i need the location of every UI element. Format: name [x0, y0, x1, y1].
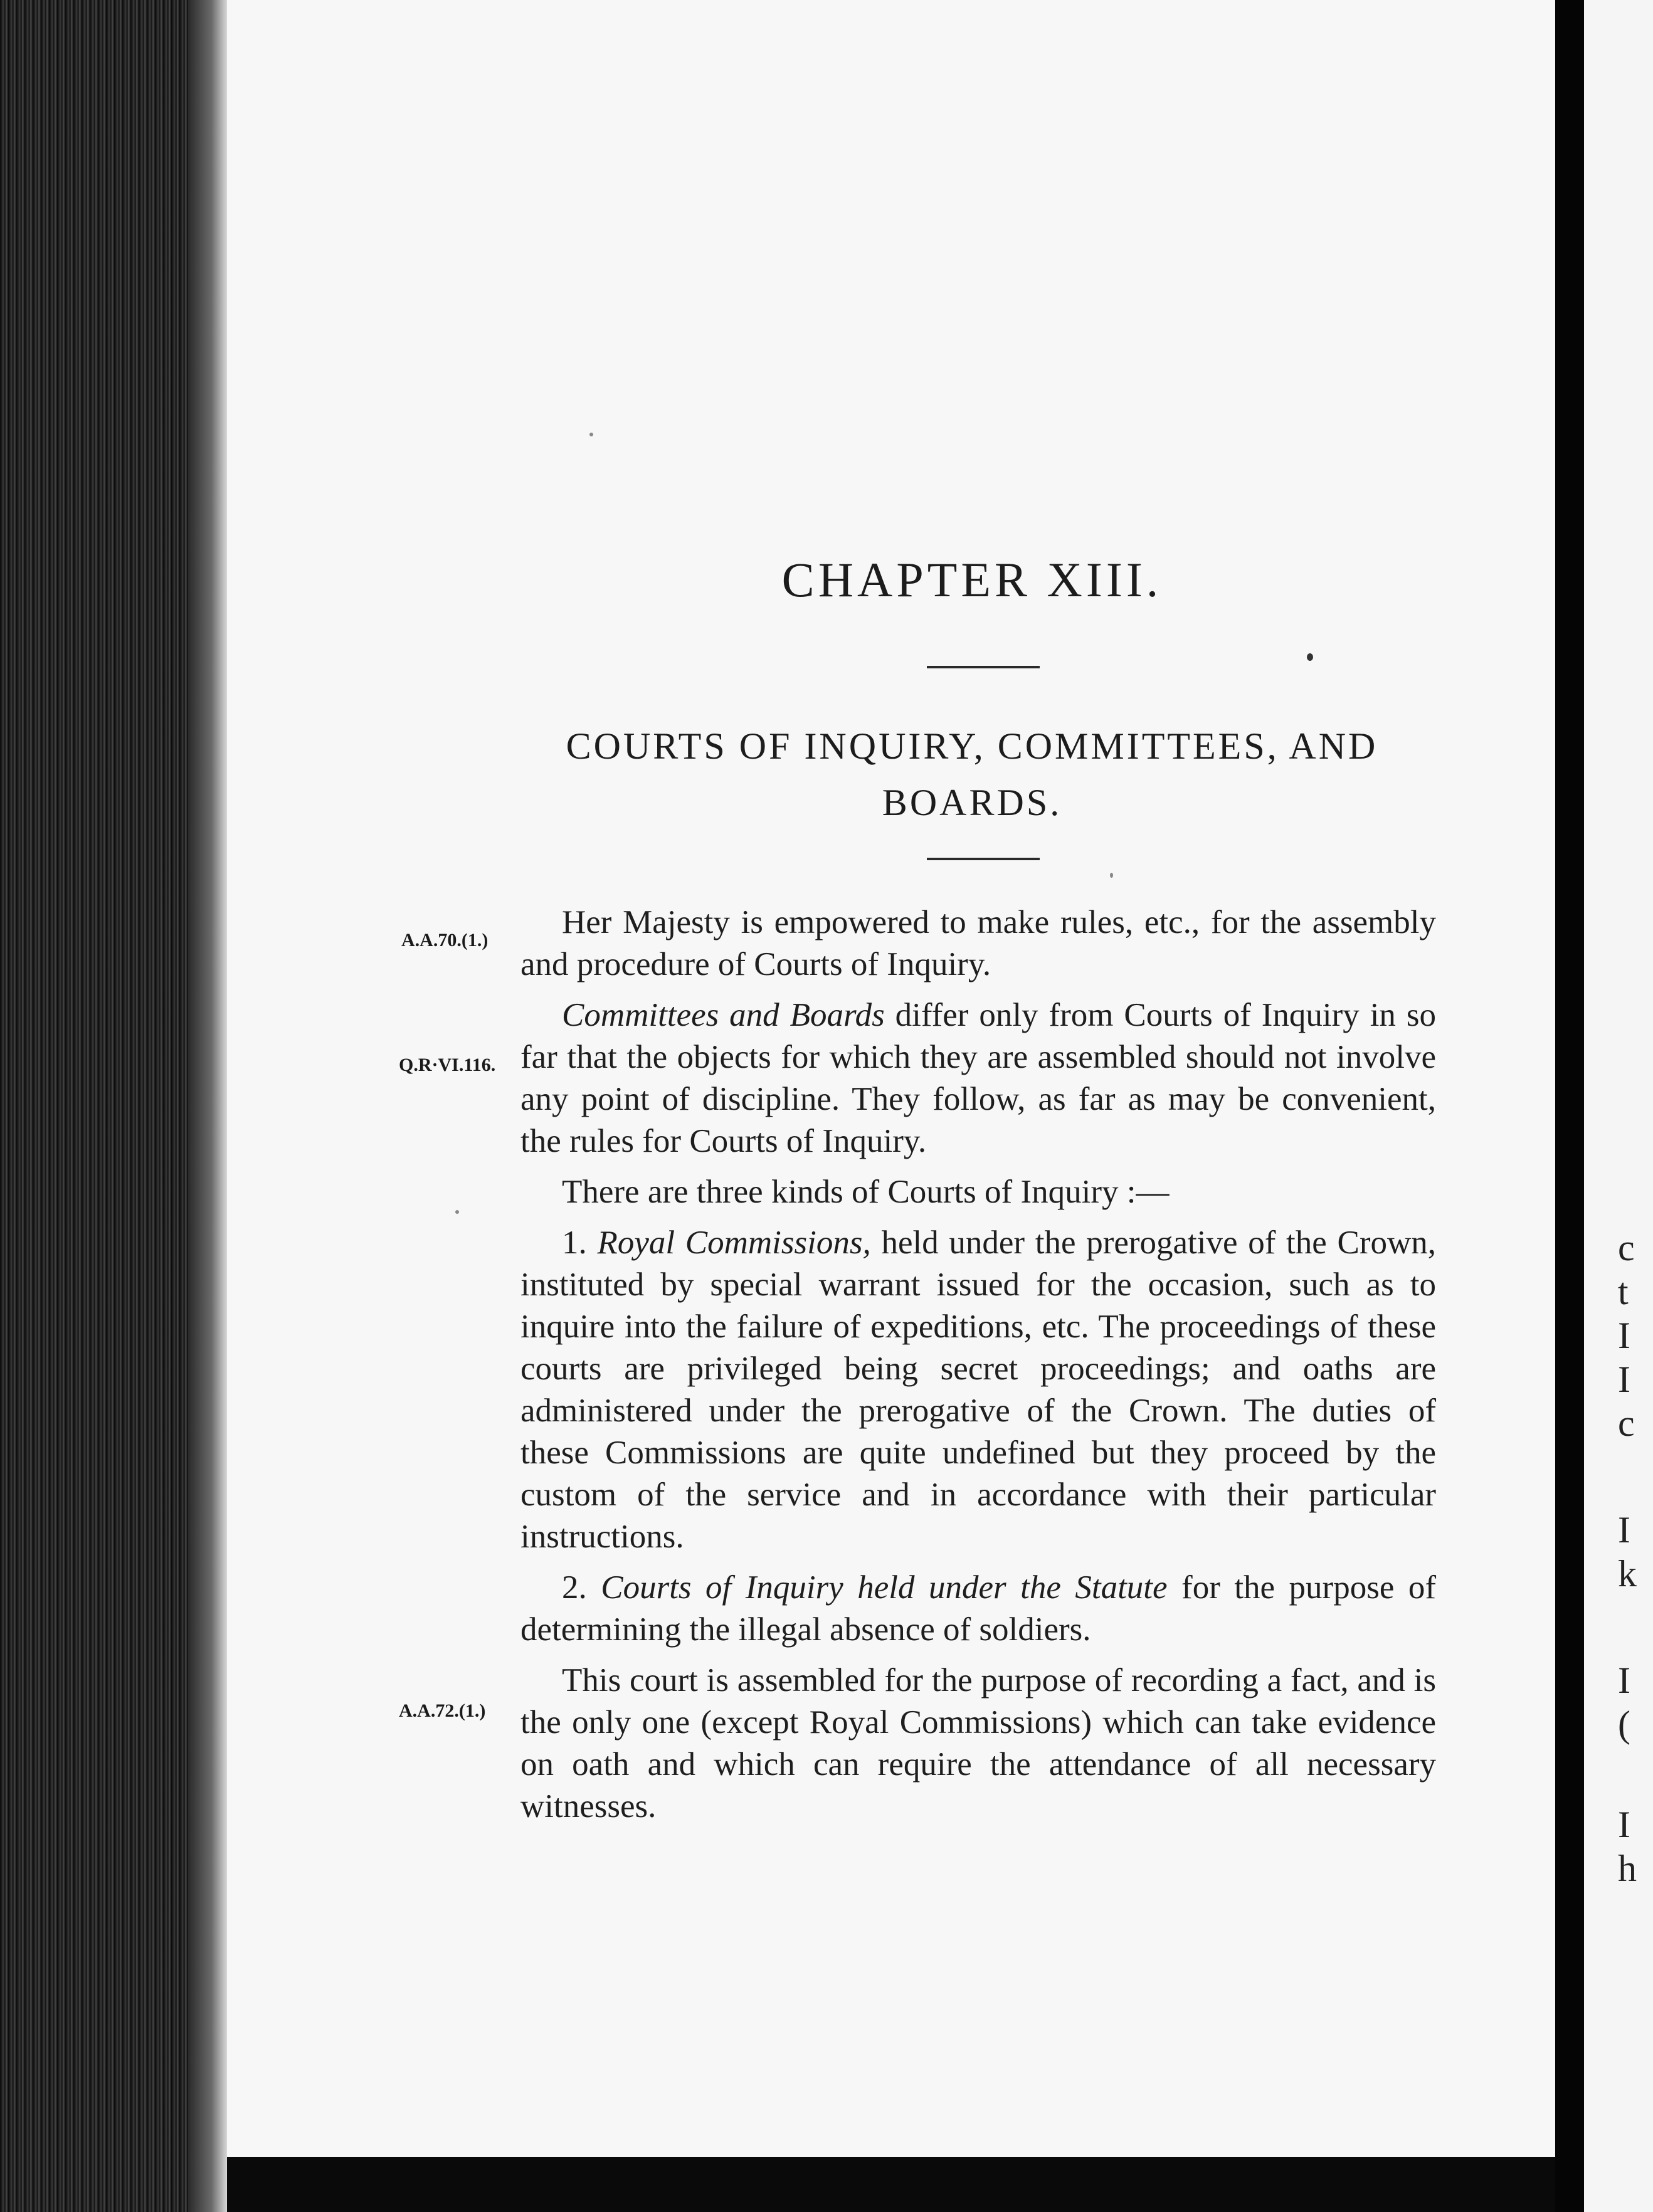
ink-speck	[1110, 873, 1113, 878]
page-gutter	[1555, 0, 1584, 2212]
next-page-char: h	[1618, 1848, 1637, 1889]
chapter-title: CHAPTER XIII.	[781, 552, 1163, 607]
next-page-char: c	[1618, 1227, 1635, 1268]
ink-speck	[1307, 653, 1313, 661]
paragraph-text: differ only from Courts of Inquiry in so far that the objects for which they are assembled should not involve any point of discipline. They follow, as far as may be convenient, the rules for Courts of Inquiry.	[520, 997, 1436, 1159]
paragraph	[520, 1567, 1436, 1651]
next-page-char: I	[1618, 1660, 1630, 1701]
section-title	[439, 718, 1505, 831]
paragraph-text: held under the prerogative of the Crown, instituted by special warrant issued for the occasion, such as to inquire into the failure of expeditions, etc. The proceedings of these courts are privileged being secret proceedings; and oaths are administered under the prerogative of the Crown. The duties of these Commissions are quite undefined but they proceed by the custom of the service and in accordance with their particular instructions.	[520, 1224, 1437, 1555]
next-page-char: t	[1618, 1271, 1629, 1312]
italic-phrase: Royal Commissions,	[597, 1224, 871, 1261]
next-page-char: c	[1618, 1403, 1635, 1444]
paragraph: There are three kinds of Courts of Inquiry :—	[562, 1174, 1170, 1210]
paragraph	[520, 994, 1436, 1162]
title-rule	[927, 666, 1040, 668]
binding-edge-shadow	[188, 0, 227, 2212]
margin-note: A.A.72.(1.)	[399, 1700, 486, 1721]
bottom-shadow	[227, 2157, 1555, 2212]
paragraph-text: for the purpose of determining the illegal absence of soldiers.	[520, 1569, 1436, 1648]
body-text	[520, 902, 1436, 1828]
section-title-line: BOARDS.	[882, 782, 1062, 823]
section-rule	[927, 858, 1040, 860]
list-number: 2.	[562, 1569, 587, 1606]
paragraph	[520, 1222, 1436, 1558]
margin-note: A.A.70.(1.)	[401, 930, 489, 951]
section-title-line: COURTS OF INQUIRY, COMMITTEES, AND	[566, 725, 1378, 767]
next-page-char: (	[1618, 1704, 1630, 1745]
next-page-char: k	[1618, 1553, 1637, 1594]
italic-phrase: Courts of Inquiry held under the Statute	[601, 1569, 1168, 1606]
next-page-char: I	[1618, 1804, 1630, 1845]
next-page-char: I	[1618, 1315, 1630, 1356]
margin-note: Q.R·VI.116.	[399, 1055, 496, 1075]
next-page-char: I	[1618, 1509, 1630, 1551]
ink-speck	[455, 1210, 459, 1214]
list-number: 1.	[562, 1224, 587, 1261]
next-page-char: I	[1618, 1359, 1630, 1400]
paragraph: This court is assembled for the purpose of recording a fact, and is the only one (except Royal Commissions) which can take evidence on oath and which can require the attendance of all necessary witnesses.	[520, 1662, 1436, 1825]
italic-phrase: Committees and Boards	[562, 997, 885, 1033]
ink-speck	[589, 433, 593, 436]
paragraph: Her Majesty is empowered to make rules, etc., for the assembly and procedure of Courts of Inquiry.	[520, 904, 1436, 982]
